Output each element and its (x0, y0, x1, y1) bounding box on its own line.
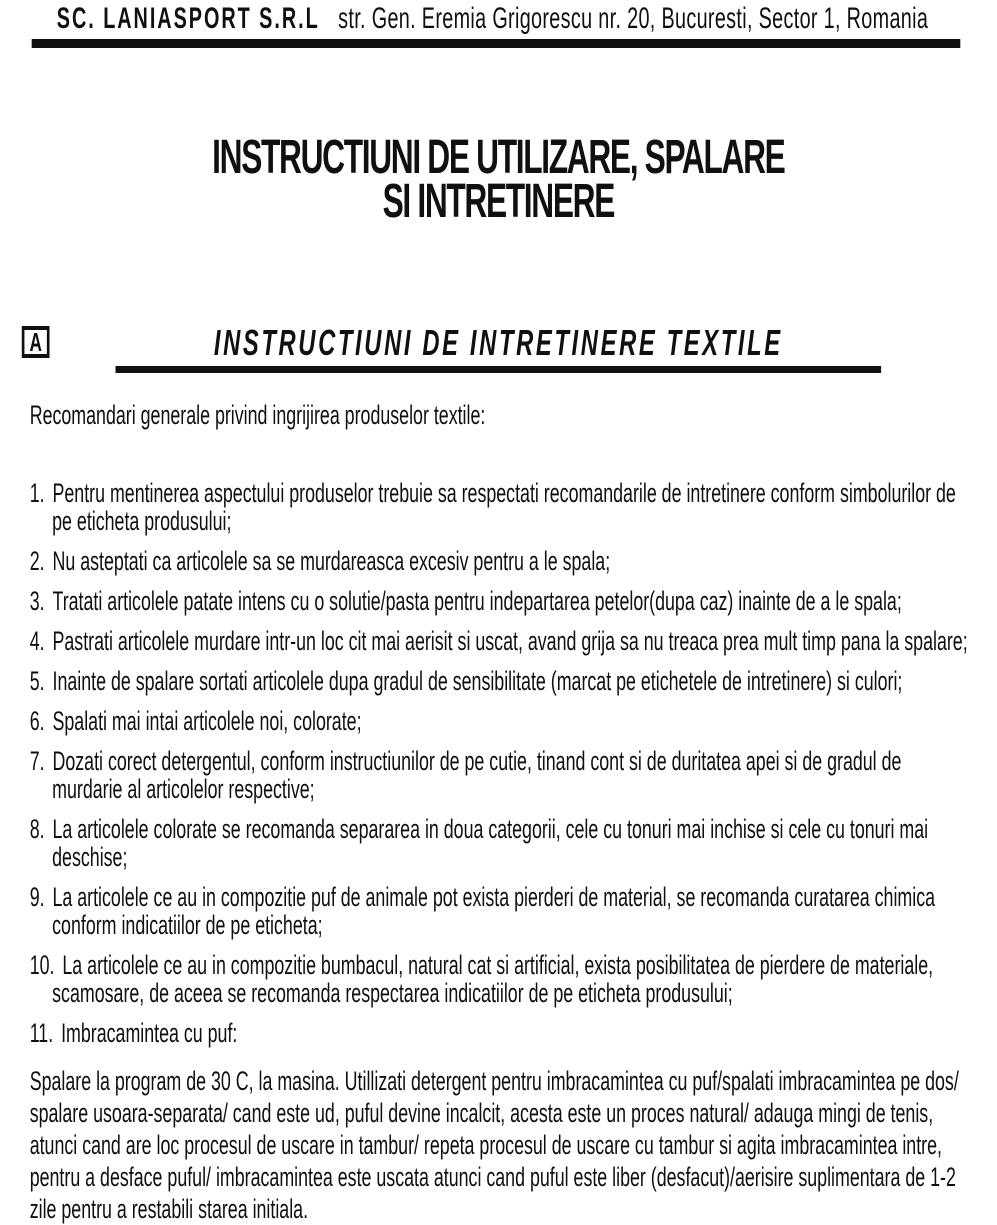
list-item-number: 4. (29, 626, 45, 656)
list-item-number: 8. (29, 814, 45, 844)
section-a-marker: A (22, 326, 50, 358)
list-item (30, 627, 971, 655)
list-item-number: 5. (29, 666, 45, 696)
section-a-rule (116, 366, 882, 373)
intro-line: Recomandari generale privind ingrijirea produselor textile: (29, 400, 486, 430)
list-item-text: Spalati mai intai articolele noi, colorate; (52, 706, 362, 736)
list-item-text: La articolele colorate se recomanda separarea in doua categorii, cele cu tonuri mai inchise si cele cu tonuri mai deschise; (52, 814, 929, 872)
list-item (30, 667, 971, 695)
list-item-text: La articolele ce au in compozitie bumbacul, natural cat si artificial, exista posibilitatea de pierdere de materiale, scamosare, de aceea se recomanda respectarea indicatiilor de pe eticheta produsului; (52, 950, 934, 1008)
list-item-number: 1. (29, 478, 45, 508)
list-item (30, 883, 971, 939)
list-item (30, 747, 971, 803)
list-item-number: 3. (29, 586, 45, 616)
list-item-number: 6. (29, 706, 45, 736)
list-item-text: Dozati corect detergentul, conform instructiunilor de pe cutie, tinand cont si de duritatea apei si de gradul de murdarie al articolelor respective; (52, 746, 902, 804)
down-care-paragraph: Spalare la program de 30 C, la masina. Utillizati detergent pentru imbracamintea cu puf/spalati imbracamintea pe dos/ spalare usoara-separata/ cand este ud, puful devine incalcit, acesta este un proces natural/ adauga mingi de tenis, atunci cand are loc procesul de uscare in tambur/ repeta procesul de uscare cu tambur si agita imbracamintea intre, pentru a desface puful/ imbracamintea este uscata atunci cand puful este liber (desfacut)/aerisire suplimentara de 1-2 zile pentru a restabili starea initiala. (29, 1066, 959, 1224)
list-item-number: 11. (29, 1018, 54, 1048)
list-item-number: 9. (29, 882, 45, 912)
document-title-line1: INSTRUCTIUNI DE UTILIZARE, SPALARE (212, 131, 785, 184)
document-title-line2: SI INTRETINERE (382, 175, 615, 228)
list-item-text: Inainte de spalare sortati articolele dupa gradul de sensibilitate (marcat pe etichetele de intretinere) si culori; (52, 666, 903, 696)
company-name: SC. LANIASPORT S.R.L (56, 2, 320, 35)
list-item (30, 951, 971, 1007)
header-rule (32, 39, 961, 48)
list-item-text: Pastrati articolele murdare intr-un loc cit mai aerisit si uscat, avand grija sa nu treaca prea mult timp pana la spalare; (52, 626, 968, 656)
list-item-text: Tratati articolele patate intens cu o solutie/pasta pentru indepartarea petelor(dupa caz) inainte de a le spala; (52, 586, 902, 616)
list-item-text: Pentru mentinerea aspectului produselor trebuie sa respectati recomandarile de intretinere conform simbolurilor de pe eticheta produsului; (52, 478, 956, 536)
company-address: str. Gen. Eremia Grigorescu nr. 20, Bucuresti, Sector 1, Romania (338, 2, 929, 35)
list-item (30, 479, 971, 535)
list-item (30, 1019, 971, 1047)
list-item (30, 707, 971, 735)
section-a-header (0, 324, 997, 373)
document-body (0, 401, 997, 1225)
list-item-text: La articolele ce au in compozitie puf de animale pot exista pierderi de material, se recomanda curatarea chimica conform indicatiilor de pe eticheta; (52, 882, 936, 940)
list-item (30, 587, 971, 615)
letterhead (0, 0, 997, 36)
list-item (30, 547, 971, 575)
list-item-number: 7. (29, 746, 45, 776)
care-list (30, 479, 971, 1047)
list-item (30, 815, 971, 871)
list-item-number: 2. (29, 546, 45, 576)
list-item-text: Nu asteptati ca articolele sa se murdareasca excesiv pentru a le spala; (52, 546, 611, 576)
list-item-number: 10. (29, 950, 55, 980)
list-item-text: Imbracamintea cu puf: (61, 1018, 238, 1048)
document-title (0, 131, 997, 228)
section-a-heading: INSTRUCTIUNI DE INTRETINERE TEXTILE (213, 322, 783, 363)
